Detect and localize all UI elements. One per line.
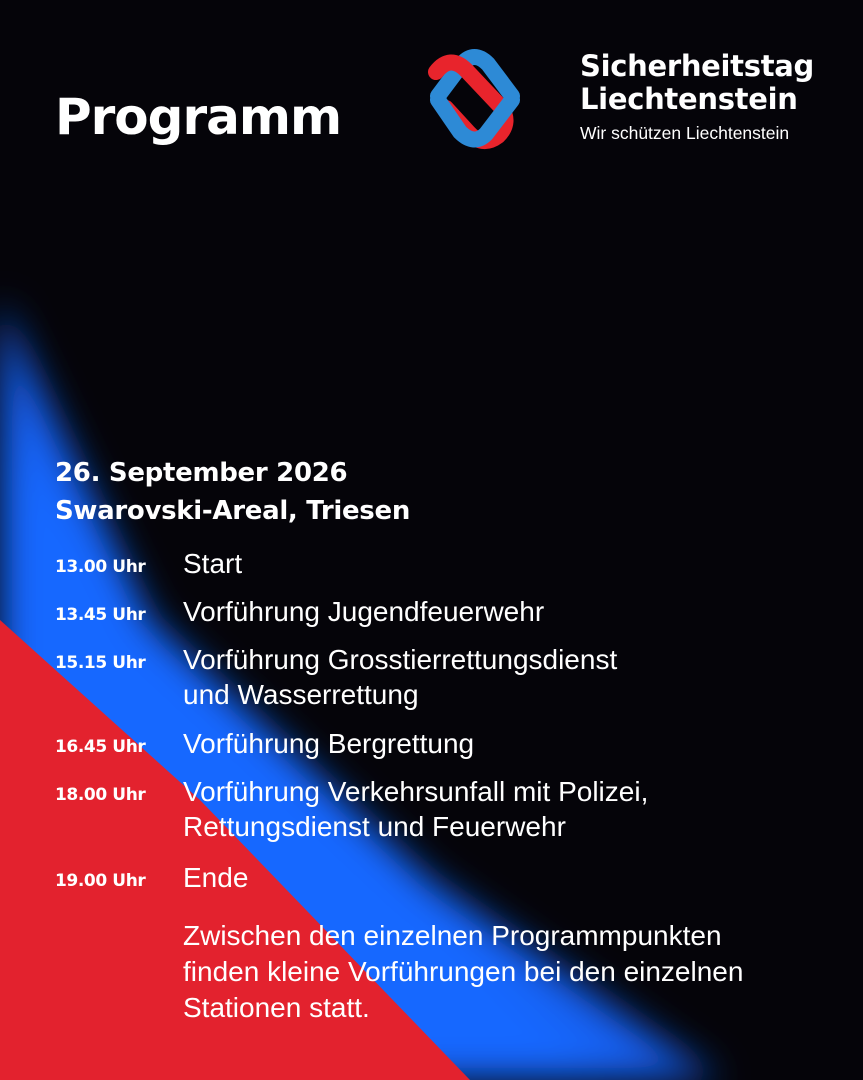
- schedule-item-continued: Rettungsdienst und Feuerwehr: [183, 811, 566, 842]
- schedule-row: [55, 546, 845, 594]
- brand-name-line-2: Liechtenstein: [580, 82, 798, 116]
- schedule-item: Vorführung Grosstierrettungsdienst: [183, 644, 618, 675]
- schedule-row: [55, 774, 845, 860]
- interlocked-hearts-logo-icon: [416, 40, 532, 154]
- schedule-list: [55, 546, 845, 908]
- brand-block: [580, 50, 814, 143]
- schedule-row: [55, 860, 845, 908]
- event-date: 26. September 2026: [55, 458, 348, 488]
- brand-tagline: Wir schützen Liechtenstein: [580, 123, 790, 143]
- schedule-item: Vorführung Bergrettung: [183, 728, 475, 759]
- schedule-row: [55, 726, 845, 774]
- schedule-time: 13.00 Uhr: [55, 557, 146, 577]
- schedule-item: Ende: [183, 862, 249, 893]
- brand-name-line-1: Sicherheitstag: [580, 49, 815, 83]
- event-info: [55, 454, 410, 530]
- schedule-time: 18.00 Uhr: [55, 785, 146, 805]
- schedule-row: [55, 594, 845, 642]
- schedule-time: 13.45 Uhr: [55, 605, 146, 625]
- page-title: Programm: [55, 88, 342, 146]
- schedule-item: Start: [183, 548, 243, 579]
- schedule-time: 19.00 Uhr: [55, 871, 146, 891]
- program-note: [183, 918, 843, 1026]
- note-line: finden kleine Vorführungen bei den einzelnen: [183, 956, 744, 987]
- schedule-item-continued: und Wasserrettung: [183, 679, 419, 710]
- note-line: Zwischen den einzelnen Programmpunkten: [183, 920, 722, 951]
- schedule-item: Vorführung Verkehrsunfall mit Polizei,: [183, 776, 649, 807]
- schedule-time: 16.45 Uhr: [55, 737, 146, 757]
- note-line: Stationen statt.: [183, 992, 370, 1023]
- event-location: Swarovski-Areal, Triesen: [55, 496, 411, 526]
- schedule-time: 15.15 Uhr: [55, 653, 146, 673]
- schedule-item: Vorführung Jugendfeuerwehr: [183, 596, 545, 627]
- schedule-row: [55, 642, 845, 726]
